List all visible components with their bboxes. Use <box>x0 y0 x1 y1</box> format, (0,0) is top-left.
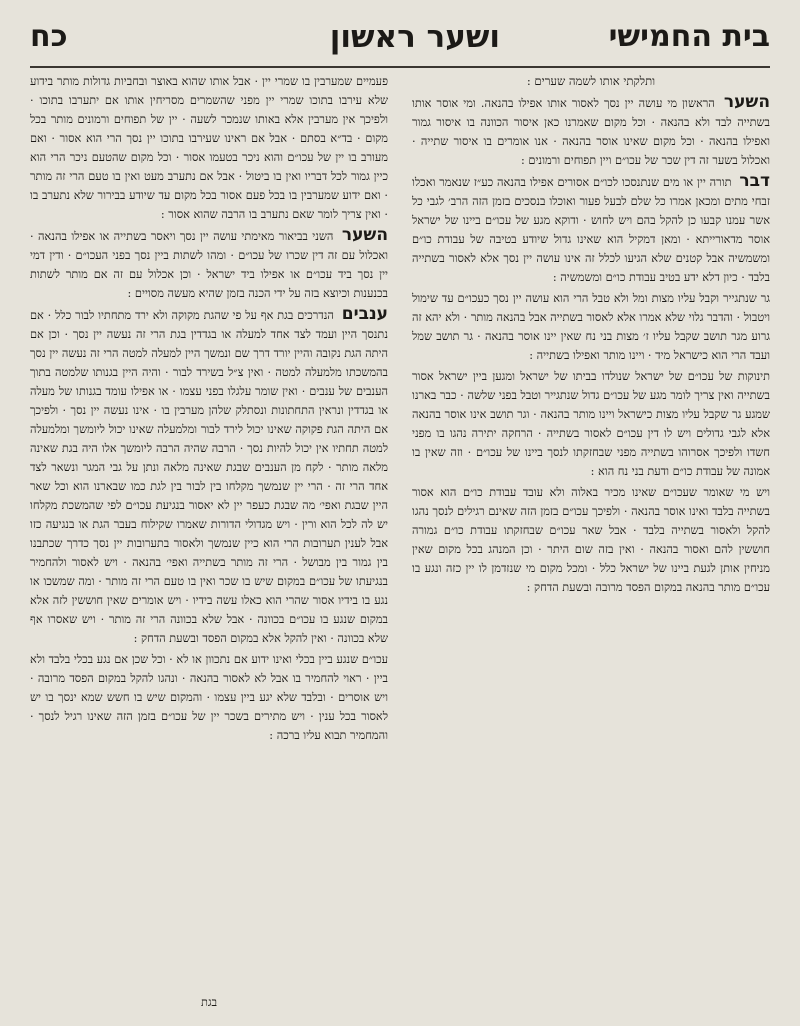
paragraph-text: תורה יין או מים שנתנסכו לכו״ם אסורים אפילו בהנאה כע״ז שנאמר ואכלו זבחי מתים ומכאן אמרו כל שלם לבעל פעור ואוכלו בנסכים בזמן הזה הרב׳ לגבי כל אשר עמנו קבעו כן להקל בהם ויש לחוש · ודוקא מגע של עכו״ם ביינו של ישראל אוסר מדאורייתא · ומאן דמקיל הוא שאינו גדול שיודע בטיבה של עבודת כו״ם ומשמשיה אבל קטנים שלא הגיעו לכלל זה אינו עושה יין נסך אלא לאסור בשתייה בלבד · כיון דלא ידע בטיב עבודת כו״ם ומשמשיה : <box>412 176 770 284</box>
paragraph: תינוקות של עכו״ם של ישראל שנולדו בביתו של ישראל ומגען ביין ישראל אסור בשתייה ואין צריך לומר מגע של עכו״ם גדול שנתגייר וטבל בפני שלשה · כבר בארנו שמגע גר שקבל עליו מצות כישראל ויינו מותר בהנאה · וגר תושב אינו אוסר בהנאה אלא לגבי גדולים ויש לו דין עכו״ם לאסור בשתייה · הרחקה יתירה נהגו בו מפני חשדו ולפיכך אסרוהו בשתייה מפני שבחזקתו לנסך ביינו של עכו״ם · וזה שאין בו אמונה של עבודת כו״ם ודעת בני נח הוא : <box>412 370 770 478</box>
running-title-right: בית החמישי <box>608 19 770 54</box>
lead-word: ענבים <box>341 304 388 324</box>
paragraph-text: הנדרכים בגת אף על פי שהגת מקוקה ולא ירד מתחתיו לבור כלל · אם נתנסך היין ועמד לצד אחד למעלה או בגדדין בגת הרי זה נעשה יין נסך · וכן אם היתה הגת נקובה והיין יורד דרך שם ונמשך היין למעלה למטה הרי זה נעשה יין נסך בהמשכתו מלמעלה למטה · ואין צ״ל בשירד לבור · והיה היין בגנותו שלמטה בתוך הענבים של ענבים · ואין שומר עלגלו בפני עצמו · או אפילו עומד בגנותו של מעלה או בגדדין ונראין התחתונות ונסתלק שלהן מערבין בו · אינו נעשה יין נסך · ולפיכך אם היתה הגת פקוקה שאינו יכול לירד לבור ומלמעלה שאינו יכול ליומשך ומלמעלה למטה תחתיו אין יכול להיות נסך · הרבה שהיה הרבה ליומשך אלו היה בגת שאינה מלאה מותר · לקח מן הענבים שבגת שאינה מלאה ונתן על גבי המגר ונשאר לצד אחד הרי זה · הרי יין שנמשך מקלחו בין לבור בין לגת כמו שבארנו הוא וכל שאר היין שבגת ואפי׳ מה שבגת כעפר יין לא יאסור בנגיעת עכו״ם לפי שהמשכת מקלחו יש לה לכל הוא ורין · ויש מגדולי הדורות שאמרו שקילוח בעבר הגת או בנגיעה כזו אבל לענין תערובות הרי הוא כיין שנמשך ולאסור בתערובות יין נסך כדרך שכתבנו בין גמור בין מבושל · הרי זה מותר בשתייה ואפי׳ בהנאה · ויש לאסור ולהחמיר בנגיעתו של עכו״ם במקום שיש בו שכר ואין בו טעם הרי זה מותר · ומה שמשכו או נגע בו בידיו אסור שהרי הוא כאלו עשה בידיו · ויש אומרים שאין חוששין לזה אלא במקום שנגע בו עכו״ם בכוונה · אבל שלא בכוונה הרי זה מותר · ויש שאסרו אף שלא בכוונה · ואין להקל אלא במקום הפסד ובשעת הדחק : <box>30 309 388 645</box>
running-title-center: ושער ראשון <box>329 19 500 55</box>
paragraph: ויש מי שאומר שעכו״ם שאינו מכיר באלוה ולא עובד עבודת כו״ם הוא אסור בשתייה בלבד ואינו אוסר בהנאה · ולפיכך עכו״ם בזמן הזה שאינם רגילים לנסך נהגו להקל ולאסור בשתייה בלבד · אבל שאר עכו״ם שבחזקתו עבודת כו״ם גמורה חוששין להם ואסור בהנאה · ואין בזה שום היתר · וכן המנהג בכל מקום שאין מניחין אותן לגעת ביינו של ישראל כלל · ומכל מקום מי שנזדמן לו יין כזה ונגע בו עכו״ם מותר בהנאה במקום הפסד מרובה ובשעת הדחק : <box>412 486 770 594</box>
paragraph <box>412 172 770 287</box>
paragraph: עכו״ם שנגע ביין בכלי ואינו ידוע אם נתכוון או לא · וכל שכן אם נגע בכלי בלבד ולא ביין · ראוי להחמיר בו אבל לא לאסור בהנאה · ונהגו להקל במקום הפסד מרובה · ויש אוסרים · ובלבד שלא יגע ביין עצמו · והמקום שיש בו חשש שמא ינסך בו יש לאסור בכל ענין · ויש מתירים בשכר יין של עכו״ם בזמן הזה שאינו רגיל לנסך · והמחמיר תבוא עליו ברכה : <box>30 653 388 742</box>
paragraph: פעמיים שמערבין בו שמרי יין · אבל אותו שהוא באוצר ובחביות גדולות מותר בידוע שלא עירבו בתוכו שמרי יין מפני שהשמרים מסריחין אותו אם יתערבו בתוכו · ולפיכך אין מערבין אלא באותו שנמכר לשעה · יין של תפוחים ורמונים מותר בכל מקום · בד״א בסתם · אבל אם ראינו שעירבו בתוכו יין נסך הרי הוא אסור · ואם מעורב בו יין של עכו״ם והוא ניכר בטעמו אסור · וכל מקום שהטעם ניכר הרי הוא כיין גמור לכל דבריו ואין בו ביטול · אבל אם נתערב מעט ואין בו טעם הרי זה מותר · ואם ידוע שמערבין בו בכל פעם אסור בכל מקום עד שיודע בבירור שלא נתערב בו · ואין צריך לומר שאם נתערב בו הרבה שהוא אסור : <box>30 75 388 221</box>
paragraph <box>30 305 388 648</box>
header-rule <box>30 66 770 68</box>
lead-word: השער <box>341 225 388 245</box>
page-number: כח <box>30 19 68 54</box>
paragraph: גר שנתגייר וקבל עליו מצות ומל ולא טבל הרי הוא עושה יין נסך כעכו״ם עד שימול ויטבול · והדבר גלוי שלא אמרו אלא לאסור בשתייה אבל בהנאה מותר · ולא יהא זה גרוע מגר תושב שקבל עליו ז׳ מצות בני נח שאין יינו אוסר בהנאה · גר תושב שמל ועבד הרי הוא כישראל מיד · ויינו מותר ואפילו בשתייה : <box>412 292 770 362</box>
right-column <box>412 72 770 1012</box>
lead-word: השער <box>723 92 770 112</box>
paragraph <box>30 226 388 303</box>
running-header <box>30 10 770 64</box>
paragraph-text: השני בביאור מאימתי עושה יין נסך ויאסר בשתייה או אפילו בהנאה · ואכלול עם זה דין שכרו של עכו״ם · ומהו לשתות ביין נסך בפני העכו״ם · ודין דמי יין נסך ביד עכו״ם או אפילו ביד ישראל · וכן אכלול עם זה אם מותר לשתות בכנענות וכיוצא בזה על ידי הכנה בזמן שהיא מעשה מסויים : <box>30 230 388 300</box>
text-columns <box>30 72 770 1012</box>
catchword: בגת <box>200 996 218 1009</box>
section-intro: ותלקתי אותו לשמה שערים : <box>526 74 656 88</box>
left-column <box>30 72 388 1012</box>
paragraph <box>412 93 770 170</box>
lead-word: דבר <box>739 171 770 191</box>
paragraph-text: הראשון מי עושה יין נסך לאסור אותו אפילו בהנאה. ומי אוסר אותו בשתייה לבד ולא בהנאה · וכל מקום שאמרנו כאן איסור הכוונה בו איסור גמור ואפילו בהנאה · וכל מקום שאינו אוסר בהנאה · אנו אומרים בו איסור שתייה · ואכלול בשער זה דין שכר של עכו״ם ויין תפוחים ורמונים : <box>412 97 770 167</box>
